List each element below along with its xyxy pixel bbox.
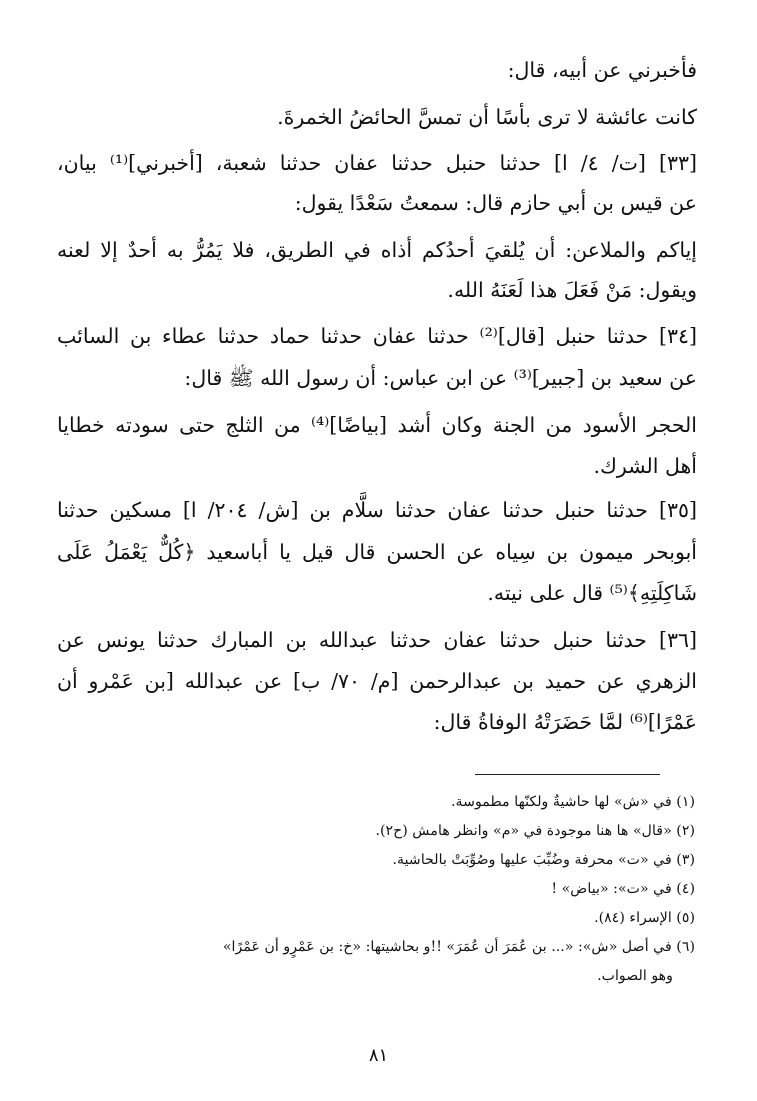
- body-line: أهل الشرك.: [593, 454, 697, 478]
- hadith-36-line: [٣٦] حدثنا حنبل حدثنا عفان حدثنا عبدالله بن المبارك حدثنا يونس عن: [57, 628, 697, 652]
- hadith-35-line: [٣٥] حدثنا حنبل حدثنا عفان حدثنا سلَّام بن [ش/ ٢٠٤/ ا] مسكين حدثنا: [57, 498, 697, 522]
- body-line: عن قيس بن أبي حازم قال: سمعتُ سَعْدًا يقول:: [294, 191, 697, 215]
- body-line: أبوبحر ميمون بن سِياه عن الحسن قال قيل يا أباسعيد ﴿كُلٌّ يَعْمَلُ عَلَى: [57, 540, 697, 564]
- footnote: (٢) «قال» ها هنا موجودة في «م» وانظر هامش (ح٢).: [375, 823, 695, 839]
- footnote: (٥) الإسراء (٨٤).: [594, 910, 695, 926]
- body-line: الحجر الأسود من الجنة وكان أشد [بياضًا]⁽⁴⁾ من الثلج حتى سودته خطايا: [57, 413, 698, 437]
- footnote: (١) في «ش» لها حاشيةٌ ولكنّها مطموسة.: [450, 794, 695, 810]
- page-number: ٨١: [368, 1045, 389, 1066]
- footnote-separator: [475, 774, 660, 775]
- body-line: شَاكِلَتِهِ﴾⁽⁵⁾ قال على نيته.: [487, 581, 697, 605]
- body-line: فأخبرني عن أبيه، قال:: [507, 58, 697, 82]
- hadith-34-line: [٣٤] حدثنا حنبل [قال]⁽²⁾ حدثنا عفان حدثنا حماد حدثنا عطاء بن السائب: [57, 324, 697, 348]
- body-line: إياكم والملاعن: أن يُلقيَ أحدُكم أذاه في الطريق، فلا يَمُرُّ به أحدٌ إلا لعنه: [57, 238, 697, 262]
- footnote: (٤) في «ت»: «بياض» !: [551, 881, 695, 897]
- hadith-33-line: [٣٣] [ت/ ٤/ ا] حدثنا حنبل حدثنا عفان حدثنا شعبة، [أخبرني]⁽¹⁾ بيان،: [57, 151, 697, 175]
- footnote-continuation: وهو الصواب.: [597, 968, 673, 984]
- body-line: كانت عائشة لا ترى بأسًا أن تمسَّ الحائضُ الخمرةَ.: [277, 105, 697, 129]
- body-line: عن سعيد بن [جبير]⁽³⁾ عن ابن عباس: أن رسول الله ﷺ قال:: [184, 366, 697, 390]
- footnote: (٦) في أصل «ش»: «... بن عُمَرَ أن عُمَرَ» !!و بحاشيتها: «خ: بن عَمْرٍو أن عَمْرًا»: [222, 939, 695, 955]
- footnote: (٣) في «ت» محرفة وضُبِّبَ عليها وصُوِّبَتْ بالحاشية.: [392, 852, 695, 868]
- body-line: عَمْرًا]⁽⁶⁾ لمَّا حَضَرَتْهُ الوفاةُ قال:: [433, 710, 697, 734]
- body-line: الزهري عن حميد بن عبدالرحمن [م/ ٧٠/ ب] عن عبدالله [بن عَمْرو أن: [57, 669, 697, 693]
- body-line: ويقول: مَنْ فَعَلَ هذا لَعَنَهُ الله.: [447, 278, 697, 302]
